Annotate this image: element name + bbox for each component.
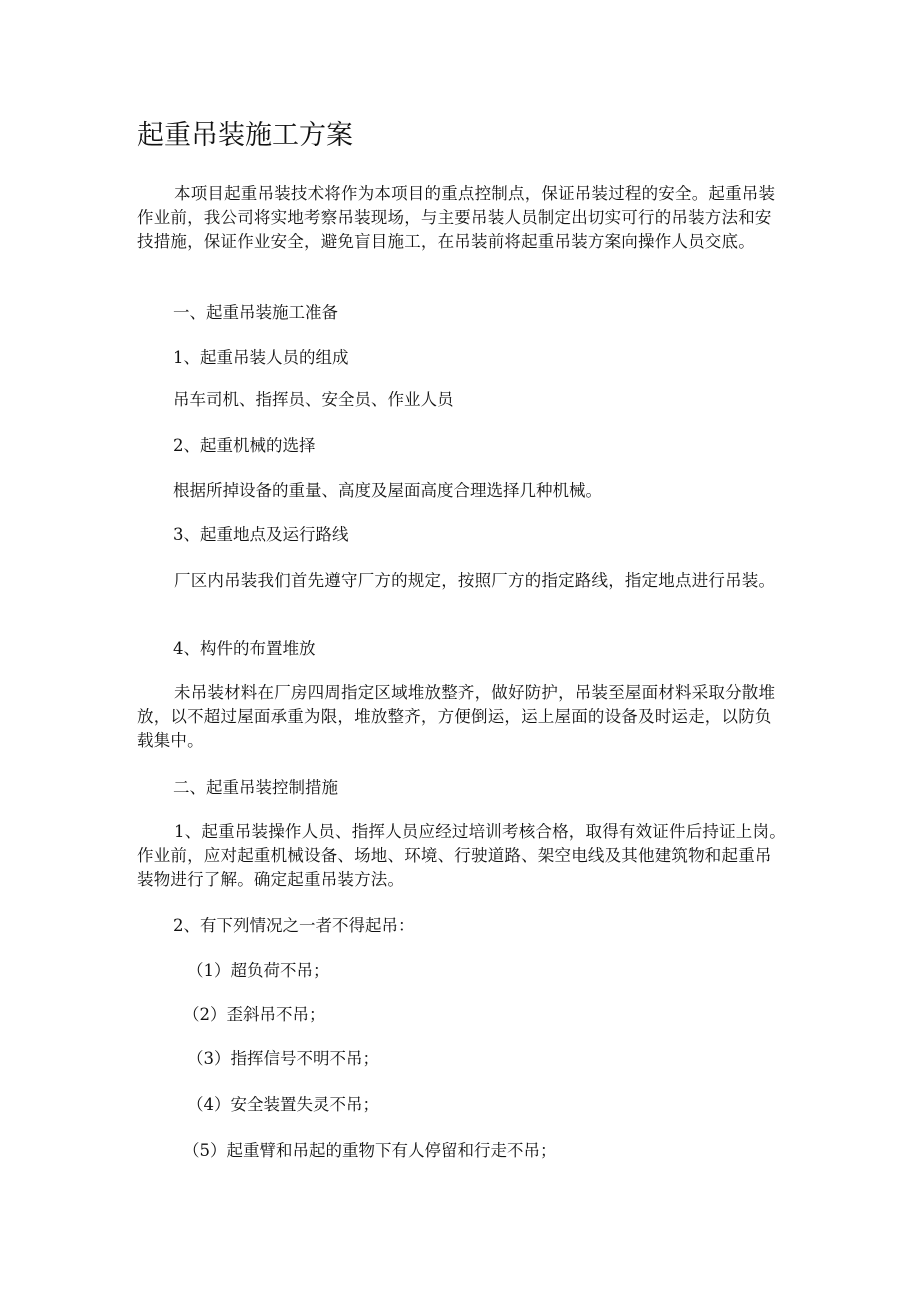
section1-item4-text: 未吊装材料在厂房四周指定区域堆放整齐，做好防护，吊装至屋面材料采取分散堆放，以不超过屋面承重为限，堆放整齐，方便倒运，运上屋面的设备及时运走，以防负载集中。 bbox=[137, 683, 776, 750]
condition-item: （3）指挥信号不明不吊； bbox=[187, 1049, 379, 1068]
section1-item3-heading: 3、起重地点及运行路线 bbox=[173, 525, 349, 544]
section2-item2-heading: 2、有下列情况之一者不得起吊： bbox=[173, 916, 415, 935]
intro-paragraph: 本项目起重吊装技术将作为本项目的重点控制点，保证吊装过程的安全。起重吊装作业前，我公司将实地考察吊装现场，与主要吊装人员制定出切实可行的吊装方法和安技措施，保证作业安全，避免盲目施工，在吊装前将起重吊装方案向操作人员交底。 bbox=[137, 184, 776, 251]
condition-item: （2）歪斜吊不吊； bbox=[183, 1005, 326, 1024]
condition-item: （4）安全装置失灵不吊； bbox=[187, 1095, 379, 1114]
condition-item: （5）起重臂和吊起的重物下有人停留和行走不吊； bbox=[183, 1141, 557, 1160]
section1-heading: 一、起重吊装施工准备 bbox=[173, 303, 338, 322]
section1-item4-heading: 4、构件的布置堆放 bbox=[173, 639, 316, 658]
section1-item2-text: 根据所掉设备的重量、高度及屋面高度合理选择几种机械。 bbox=[173, 481, 602, 500]
section1-item1-text: 吊车司机、指挥员、安全员、作业人员 bbox=[173, 390, 454, 409]
section1-item2-heading: 2、起重机械的选择 bbox=[173, 436, 316, 455]
section2-heading: 二、起重吊装控制措施 bbox=[173, 778, 338, 797]
condition-item: （1）超负荷不吊； bbox=[187, 961, 330, 980]
section1-item3-text: 厂区内吊装我们首先遵守厂方的规定，按照厂方的指定路线，指定地点进行吊装。 bbox=[174, 571, 776, 590]
section1-item1-heading: 1、起重吊装人员的组成 bbox=[173, 348, 349, 367]
document-title: 起重吊装施工方案 bbox=[137, 120, 353, 151]
section2-item1-text: 1、起重吊装操作人员、指挥人员应经过培训考核合格，取得有效证件后持证上岗。作业前，应对起重机械设备、场地、环境、行驶道路、架空电线及其他建筑物和起重吊装物进行了解。确定起重吊装方法。 bbox=[137, 822, 786, 889]
